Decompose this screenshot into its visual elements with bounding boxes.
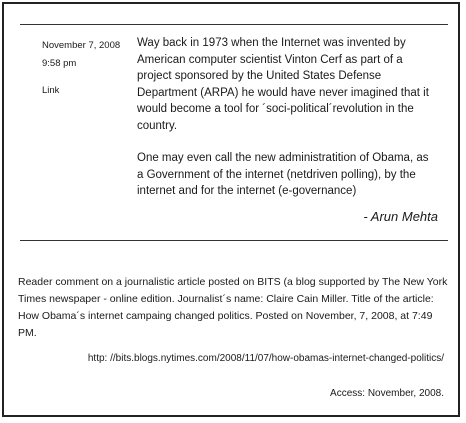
- source-caption: [18, 274, 450, 342]
- comment-permalink[interactable]: Link: [42, 85, 60, 96]
- comment-signature: - Arun Mehta: [363, 209, 438, 224]
- comment-date: November 7, 2008: [42, 40, 121, 51]
- comment-paragraph-1: Way back in 1973 when the Internet was invented by American computer scientist Vinton Cerf as part of a project sponsored by the United States Defense Department (ARPA) he would have never imagined that it would become a tool for ´soci-political´revolution in the country.: [137, 37, 429, 132]
- comment-body: [137, 35, 437, 200]
- document-frame: [2, 2, 460, 417]
- access-date: Access: November, 2008.: [330, 388, 444, 399]
- comment-meta: [42, 40, 122, 97]
- source-url: http: //bits.blogs.nytimes.com/2008/11/07/how-obamas-internet-changed-politics/: [87, 353, 444, 364]
- caption-text: Reader comment on a journalistic article posted on BITS (a blog supported by The New York Times newspaper - online edition. Journalist´s name: Claire Cain Miller. Title of the article: How Obama´s internet campaing changed politics. Posted on November, 7, 2008, at 7:49 PM.: [18, 276, 448, 339]
- top-divider: [20, 24, 448, 25]
- bottom-divider: [20, 240, 448, 241]
- comment-paragraph-2: One may even call the new administratition of Obama, as a Government of the internet (netdriven polling), by the internet and for the internet (e-governance): [137, 152, 429, 197]
- comment-time: 9:58 pm: [42, 58, 77, 69]
